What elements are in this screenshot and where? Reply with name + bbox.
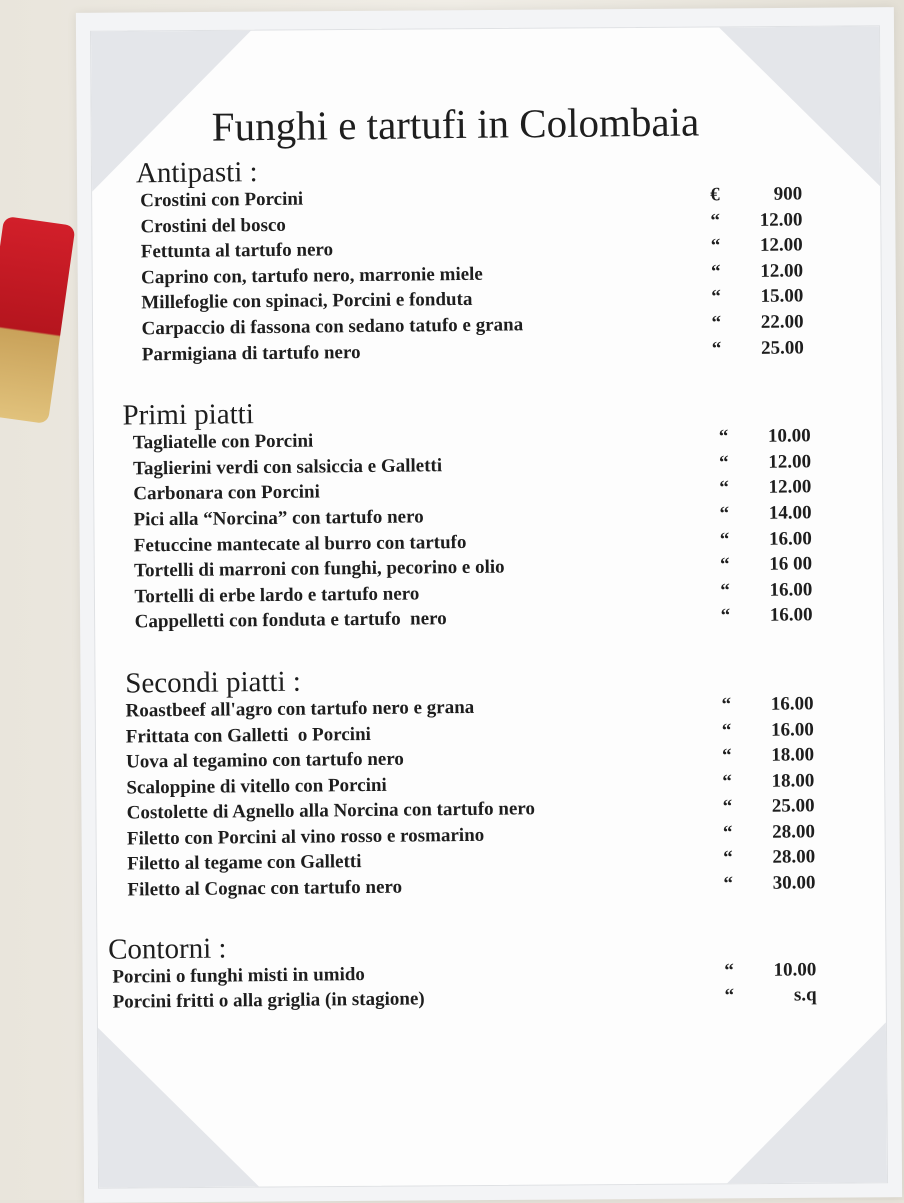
item-currency: “ <box>723 873 734 895</box>
section-antipasti <box>136 150 818 369</box>
item-currency: “ <box>719 554 730 576</box>
section-title-primi-piatti: Primi piatti <box>122 398 254 432</box>
menu-title: Funghi e tartufi in Colombaia <box>211 98 700 150</box>
item-price: 16.00 <box>770 693 814 715</box>
item-name: Carpaccio di fassona con sedano tatufo e grana <box>141 314 524 340</box>
item-currency: “ <box>722 796 733 818</box>
item-name: Crostini con Porcini <box>140 188 304 212</box>
item-name: Tagliatelle con Porcini <box>132 430 314 454</box>
item-price: 28.00 <box>772 821 816 843</box>
item-name: Tortelli di marroni con funghi, pecorino e olio <box>134 556 505 582</box>
item-currency: “ <box>719 503 730 525</box>
item-price: 16.00 <box>770 718 814 741</box>
item-currency: “ <box>711 337 722 359</box>
item-currency: “ <box>710 209 721 231</box>
item-name: Scaloppine di vitello con Porcini <box>126 774 387 799</box>
item-currency: “ <box>711 312 722 334</box>
item-price: 12.00 <box>759 208 803 231</box>
item-name: Filetto al Cognac con tartufo nero <box>127 876 403 901</box>
item-price: 900 <box>773 183 803 205</box>
section-title-secondi-piatti: Secondi piatti : <box>125 665 302 700</box>
item-currency: € <box>710 184 720 206</box>
item-price: 15.00 <box>760 285 804 308</box>
item-list-primi-piatti <box>133 425 813 637</box>
item-price: 12.00 <box>760 260 804 282</box>
item-price: 14.00 <box>768 502 812 524</box>
item-name: Caprino con, tartufo nero, marronie miele <box>140 263 483 289</box>
item-currency: “ <box>720 605 731 627</box>
section-title-contorni: Contorni : <box>107 932 227 966</box>
item-name: Uova al tegamino con tartufo nero <box>126 748 404 773</box>
item-price: s.q <box>793 984 817 1006</box>
item-name: Tortelli di erbe lardo e tartufo nero <box>134 583 420 608</box>
item-name: Parmigiana di tartufo nero <box>141 341 361 365</box>
item-currency: “ <box>718 426 729 448</box>
item-name: Porcini o funghi misti in umido <box>112 963 365 988</box>
item-price: 16.00 <box>768 527 812 550</box>
item-name: Fetuccine mantecate al burro con tartufo <box>133 531 467 556</box>
section-contorni <box>108 926 825 1018</box>
item-price: 28.00 <box>772 846 816 869</box>
item-list-secondi-piatti <box>125 693 815 905</box>
item-price: 18.00 <box>771 769 815 792</box>
item-price: 16.00 <box>769 579 813 601</box>
item-price: 25.00 <box>771 795 815 818</box>
item-currency: “ <box>723 847 733 869</box>
corner-pocket-bottom-right <box>726 1022 887 1183</box>
item-currency: “ <box>721 745 732 767</box>
item-currency: “ <box>722 770 732 792</box>
item-name: Roastbeef all'agro con tartufo nero e grana <box>125 696 475 722</box>
item-price: 12.00 <box>759 234 803 257</box>
item-currency: “ <box>718 451 729 474</box>
item-price: 16.00 <box>769 604 813 627</box>
section-secondi-piatti <box>125 660 823 905</box>
item-list-antipasti <box>140 183 804 369</box>
item-currency: “ <box>724 985 735 1007</box>
item-currency: “ <box>721 719 732 741</box>
item-currency: “ <box>719 528 730 550</box>
item-name: Fettunta al tartufo nero <box>140 239 334 263</box>
item-currency: “ <box>722 822 733 844</box>
item-price: 25.00 <box>760 336 804 359</box>
item-price: 22.00 <box>760 311 804 333</box>
item-currency: “ <box>720 579 730 601</box>
section-primi-piatti <box>122 392 820 637</box>
section-title-antipasti: Antipasti : <box>135 156 258 190</box>
item-price: 16 00 <box>769 553 813 575</box>
item-name: Carbonara con Porcini <box>133 481 320 505</box>
item-currency: “ <box>719 477 729 499</box>
item-price: 12.00 <box>768 476 812 499</box>
item-list-contorni <box>112 959 816 1018</box>
item-price: 30.00 <box>772 872 816 894</box>
item-price: 12.00 <box>768 451 812 473</box>
item-currency: “ <box>710 235 721 257</box>
item-currency: “ <box>724 959 734 981</box>
item-name: Frittata con Galletti o Porcini <box>125 723 371 748</box>
item-currency: “ <box>711 286 721 308</box>
item-name: Filetto con Porcini al vino rosso e rosmarino <box>126 824 485 850</box>
item-price: 10.00 <box>773 958 817 981</box>
item-name: Filetto al tegame con Galletti <box>127 851 362 875</box>
item-name: Costolette di Agnello alla Norcina con tartufo nero <box>126 798 536 824</box>
menu-content <box>95 96 825 1017</box>
item-name: Cappelletti con fonduta e tartufo nero <box>134 608 447 633</box>
item-name: Taglierini verdi con salsiccia e Galletti <box>132 454 443 480</box>
item-name: Porcini fritti o alla griglia (in stagione) <box>112 988 425 1013</box>
item-currency: “ <box>710 261 721 283</box>
corner-pocket-bottom-left <box>98 1027 259 1188</box>
item-name: Crostini del bosco <box>140 214 286 237</box>
item-name: Millefoglie con spinaci, Porcini e fonduta <box>141 289 473 314</box>
item-currency: “ <box>721 694 732 716</box>
item-price: 10.00 <box>767 425 811 447</box>
item-price: 18.00 <box>771 744 815 766</box>
item-name: Pici alla “Norcina” con tartufo nero <box>133 506 424 531</box>
